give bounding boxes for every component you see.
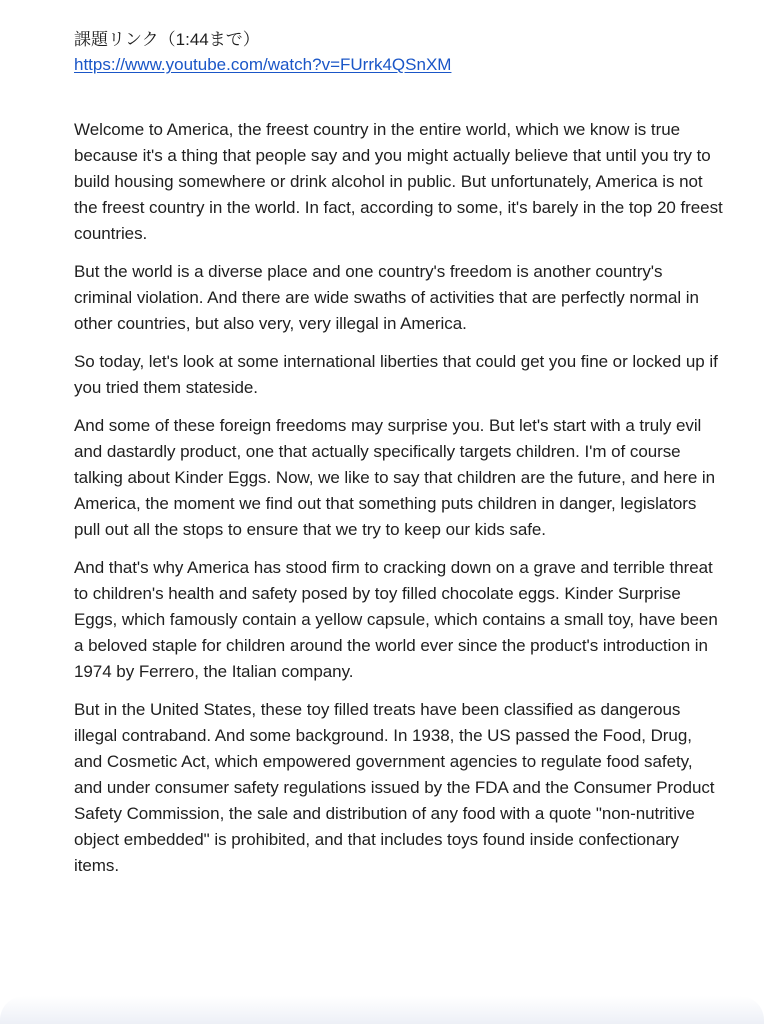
paragraph: So today, let's look at some international liberties that could get you fine or locked up if you tried them stateside. (74, 352, 718, 397)
paragraph: Welcome to America, the freest country in the entire world, which we know is true because it's a thing that people say and you might actually believe that until you try to build housing somewhere or drink alcohol in public. But unfortunately, America is not the freest country in the world. In fact, according to some, it's barely in the top 20 freest countries. (74, 120, 723, 243)
document-title: 課題リンク（1:44まで） (74, 30, 260, 49)
blank-line (74, 77, 724, 117)
bottom-panel-edge (0, 996, 764, 1024)
paragraph: But the world is a diverse place and one country's freedom is another country's criminal violation. And there are wide swaths of activities that are perfectly normal in other countries, but also very, very illegal in America. (74, 262, 699, 333)
paragraph: And that's why America has stood firm to cracking down on a grave and terrible threat to children's health and safety posed by toy filled chocolate eggs. Kinder Surprise Eggs, which famously contain a yellow capsule, which contains a small toy, have been a beloved staple for children around the world ever since the product's introduction in 1974 by Ferrero, the Italian company. (74, 558, 718, 681)
paragraph: But in the United States, these toy filled treats have been classified as dangerous illegal contraband. And some background. In 1938, the US passed the Food, Drug, and Cosmetic Act, which empowered government agencies to regulate food safety, and under consumer safety regulations issued by the FDA and the Consumer Product Safety Commission, the sale and distribution of any food with a quote "non-nutritive object embedded" is prohibited, and that includes toys found inside confectionary items. (74, 700, 715, 875)
document-body (74, 28, 724, 891)
youtube-link[interactable]: https://www.youtube.com/watch?v=FUrrk4QSnXM (74, 55, 452, 74)
paragraph: And some of these foreign freedoms may surprise you. But let's start with a truly evil and dastardly product, one that actually specifically targets children. I'm of course talking about Kinder Eggs. Now, we like to say that children are the future, and here in America, the moment we find out that something puts children in danger, legislators pull out all the stops to ensure that we try to keep our kids safe. (74, 416, 716, 539)
